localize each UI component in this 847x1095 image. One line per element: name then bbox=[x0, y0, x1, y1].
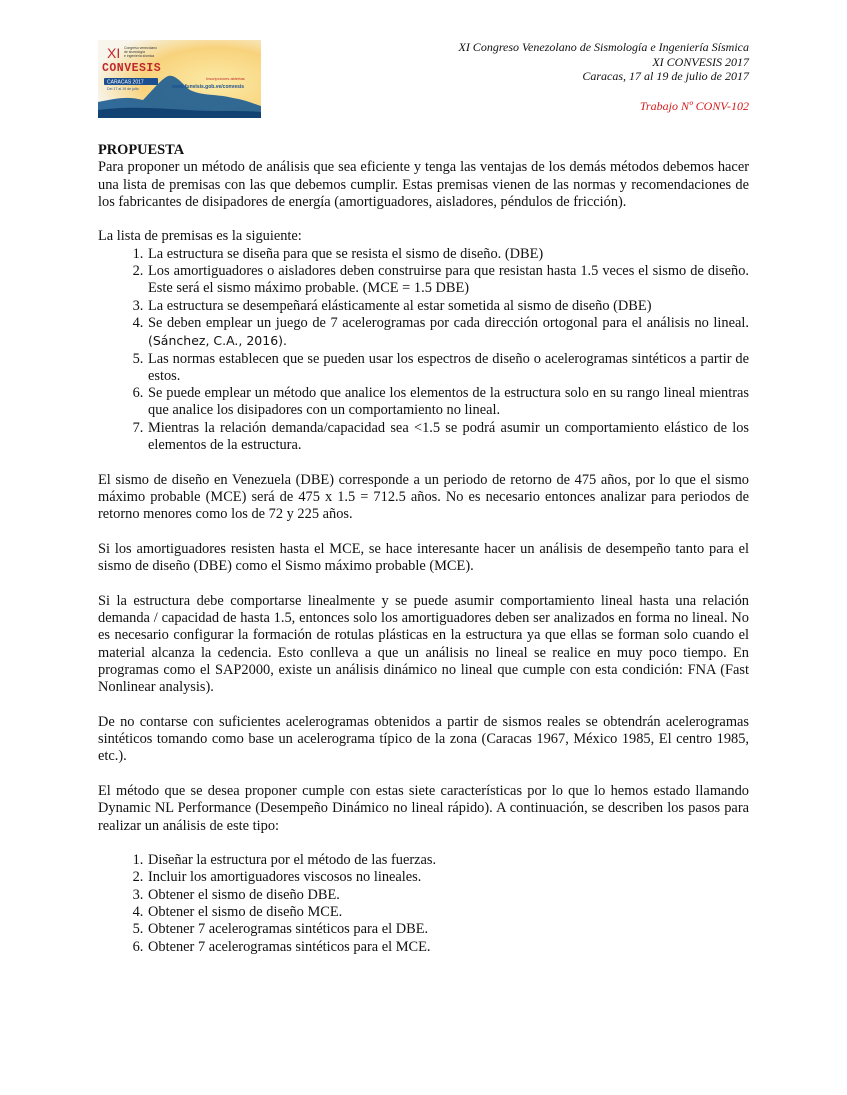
logo-website: www.funvisis.gob.ve/convesis bbox=[172, 84, 245, 90]
step-item: 3. Obtener el sismo de diseño DBE. bbox=[147, 887, 749, 904]
document-body bbox=[98, 142, 749, 956]
step-item: 2. Incluir los amortiguadores viscosos no lineales. bbox=[147, 869, 749, 886]
logo-tagline-2: de sismología bbox=[124, 50, 145, 54]
paper-number: Trabajo Nº CONV-102 bbox=[639, 98, 749, 113]
premises-intro: La lista de premisas es la siguiente: bbox=[98, 228, 302, 245]
step-item: 4. Obtener el sismo de diseño MCE. bbox=[147, 904, 749, 921]
paragraph-method: El método que se desea proponer cumple con estas siete características por lo que lo hemos estado llamando Dynamic NL Performance (Desempeño Dinámico no lineal rápido). A continuación, se describen los pasos para realizar un análisis de este tipo: bbox=[98, 782, 749, 834]
section-title: PROPUESTA bbox=[98, 142, 185, 158]
paragraph-performance: Si los amortiguadores resisten hasta el MCE, se hace interesante hacer un análisis de desempeño tanto para el sismo de diseño (DBE) como el Sismo máximo probable (MCE). bbox=[98, 540, 749, 575]
premises-list bbox=[98, 246, 749, 455]
logo-tagline-1: Congreso venezolano bbox=[124, 46, 157, 50]
premise-item: 5. Las normas establecen que se pueden usar los espectros de diseño o acelerogramas sintéticos a partir de estos. bbox=[147, 351, 749, 386]
paragraph-linear-behavior: Si la estructura debe comportarse linealmente y se puede asumir comportamiento lineal hasta una relación demanda / capacidad de hasta 1.5, entonces solo los amortiguadores deben ser analizados en forma no lineal. No es necesario configurar la formación de rotulas plásticas en la estructura ya que ellas se forman solo cuando el material alcanza la cedencia. Esto conlleva a que un análisis no lineal se realice en muy poco tiempo. En programas como el SAP2000, existe un análisis dinámico no lineal que cumple con esta condición: FNA (Fast Nonlinear analysis). bbox=[98, 592, 749, 696]
step-item: 1. Diseñar la estructura por el método de las fuerzas. bbox=[147, 852, 749, 869]
premise-item: 3. La estructura se desempeñará elásticamente al estar sometida al sismo de diseño (DBE) bbox=[147, 298, 749, 315]
premise-item: 6. Se puede emplear un método que analice los elementos de la estructura solo en su rango lineal mientras que analice los disipadores con un comportamiento no lineal. bbox=[147, 385, 749, 420]
congress-logo bbox=[98, 40, 261, 118]
premise-item bbox=[147, 315, 749, 351]
running-header bbox=[458, 40, 749, 113]
premise-item: 2. Los amortiguadores o aisladores deben construirse para que resistan hasta 1.5 veces el sismo de diseño. Este será el sismo máximo probable. (MCE = 1.5 DBE) bbox=[147, 263, 749, 298]
logo-graphic bbox=[98, 40, 261, 118]
intro-paragraph: Para proponer un método de análisis que sea eficiente y tenga las ventajas de los demás métodos debemos hacer una lista de premisas con las que debemos cumplir. Estas premisas vienen de las normas y recomendaciones de los fabricantes de disipadores de energía (amortiguadores, aisladores, péndulos de fricción). bbox=[98, 159, 749, 210]
premise-item: 1. La estructura se diseña para que se resista el sismo de diseño. (DBE) bbox=[147, 246, 749, 263]
premise-citation: (Sánchez, C.A., 2016). bbox=[148, 333, 288, 349]
logo-numeral: XI bbox=[107, 45, 121, 61]
congress-place-date: Caracas, 17 al 19 de julio de 2017 bbox=[582, 69, 749, 83]
congress-name: XI Congreso Venezolano de Sismología e Ingeniería Sísmica bbox=[458, 40, 749, 54]
premise-text: Se deben emplear un juego de 7 acelerogramas por cada dirección ortogonal para el análisis no lineal. bbox=[148, 314, 749, 331]
step-item: 6. Obtener 7 acelerogramas sintéticos para el MCE. bbox=[147, 939, 749, 956]
congress-edition: XI CONVESIS 2017 bbox=[652, 54, 749, 69]
premise-item: 7. Mientras la relación demanda/capacidad sea <1.5 se podrá asumir un comportamiento elástico de los elementos de la estructura. bbox=[147, 420, 749, 455]
logo-name: CONVESIS bbox=[102, 62, 162, 75]
paragraph-dbe-mce: El sismo de diseño en Venezuela (DBE) corresponde a un periodo de retorno de 475 años, por lo que el sismo máximo probable (MCE) será de 475 x 1.5 = 712.5 años. No es necesario entonces analizar para periodos de retorno menores como los de 72 y 225 años. bbox=[98, 471, 749, 523]
logo-city: CARACAS 2017 bbox=[107, 79, 144, 86]
steps-list bbox=[98, 852, 749, 956]
logo-tagline-3: e ingeniería sísmica bbox=[124, 54, 155, 58]
logo-dates: Del 17 al 19 de julio bbox=[107, 87, 139, 91]
step-item: 5. Obtener 7 acelerogramas sintéticos para el DBE. bbox=[147, 921, 749, 938]
paragraph-synthetic-records: De no contarse con suficientes acelerogramas obtenidos a partir de sismos reales se obtendrán acelerogramas sintéticos tomando como base un acelerograma típico de la zona (Caracas 1967, México 1985, El centro 1985, etc.). bbox=[98, 713, 749, 765]
logo-inscriptions: Inscripciones abiertas bbox=[206, 76, 245, 81]
